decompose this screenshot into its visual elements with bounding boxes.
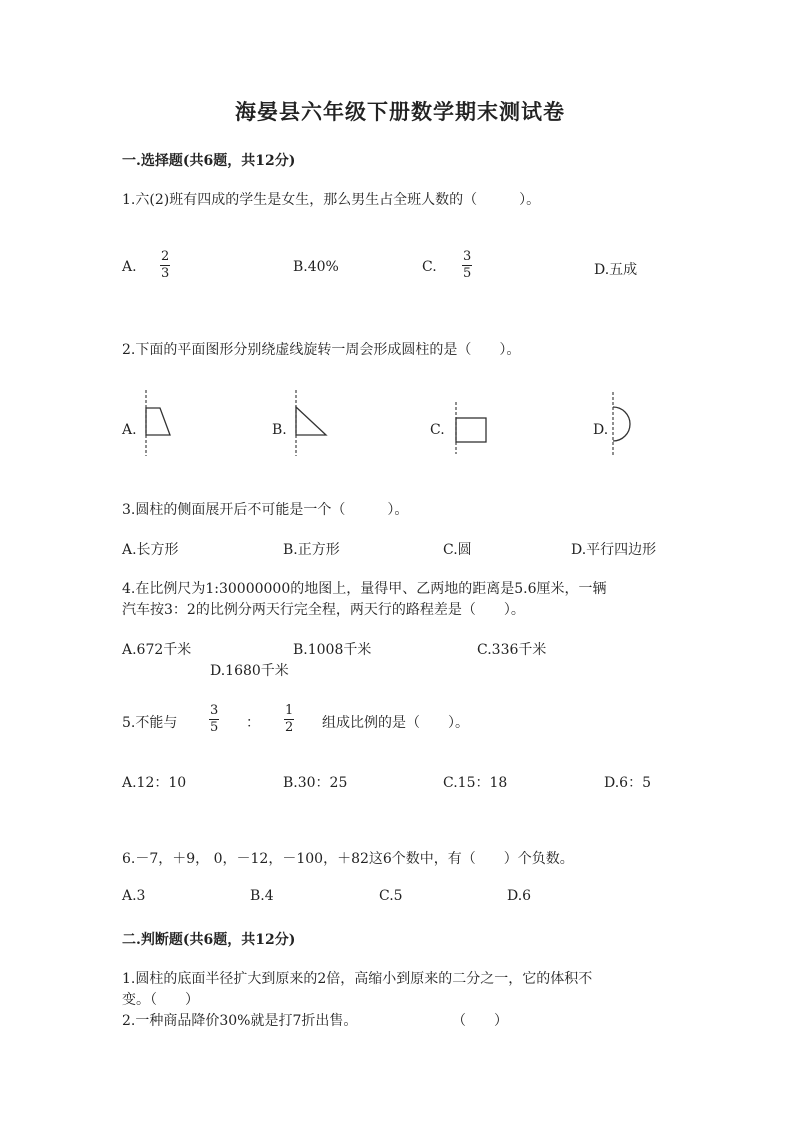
q4-option-d: D.1680千米	[210, 663, 289, 679]
q1-option-b: B.40%	[293, 259, 339, 275]
q1-option-d: D.五成	[594, 262, 638, 278]
q4-option-b: B.1008千米	[293, 642, 372, 658]
q6-option-d: D.6	[507, 888, 532, 904]
judgement-1-line-2: 变。（ ）	[122, 992, 199, 1008]
q3-option-b: B.正方形	[283, 542, 340, 558]
q2-rectangle-figure	[450, 402, 492, 454]
q5-option-d: D.6：5	[604, 775, 651, 791]
q4-option-a: A.672千米	[122, 642, 192, 658]
q5-option-c: C.15：18	[443, 775, 508, 791]
question-4-line-2: 汽车按3：2的比例分两天行完全程，两天行的路程差是（ ）。	[122, 602, 525, 618]
q5-option-b: B.30：25	[283, 775, 348, 791]
q3-option-c: C.圆	[443, 542, 472, 558]
fraction-numerator: 2	[161, 249, 170, 264]
q6-option-c: C.5	[379, 888, 403, 904]
q2-triangle-figure	[288, 390, 332, 456]
q1-option-c-label: C.	[422, 259, 437, 275]
q2-option-a: A.	[122, 422, 137, 438]
page-title: 海晏县六年级下册数学期末测试卷	[235, 99, 565, 124]
question-1-text: 1.六(2)班有四成的学生是女生，那么男生占全班人数的（ ）。	[122, 192, 541, 208]
fraction-numerator: 3	[210, 703, 219, 718]
q5-option-a: A.12：10	[122, 775, 187, 791]
fraction-denominator: 2	[285, 719, 294, 735]
q2-semicircle-figure	[607, 392, 637, 456]
question-5-suffix: 组成比例的是（ ）。	[322, 715, 469, 731]
question-5-prefix: 5.不能与	[122, 715, 178, 731]
q5-colon: ：	[246, 715, 260, 731]
q5-fraction-1	[209, 704, 219, 734]
judgement-2-answer-paren: （ ）	[452, 1013, 508, 1029]
question-3-text: 3.圆柱的侧面展开后不可能是一个（ ）。	[122, 502, 409, 518]
question-2-text: 2.下面的平面图形分别绕虚线旋转一周会形成圆柱的是（ ）。	[122, 342, 521, 358]
fraction-numerator: 1	[285, 703, 294, 718]
q6-option-a: A.3	[122, 888, 146, 904]
q3-option-a: A.长方形	[122, 542, 179, 558]
judgement-1-line-1: 1.圆柱的底面半径扩大到原来的2倍，高缩小到原来的二分之一，它的体积不	[122, 971, 593, 987]
fraction-denominator: 3	[161, 265, 170, 281]
section-heading-judgement: 二.判断题(共6题，共12分)	[122, 932, 296, 948]
q1-option-a-label: A.	[122, 259, 137, 275]
section-heading-choice: 一.选择题(共6题，共12分)	[122, 153, 296, 169]
q2-option-d: D.	[593, 422, 609, 438]
q2-option-b: B.	[272, 422, 287, 438]
q2-trapezoid-figure	[138, 390, 178, 456]
fraction-denominator: 5	[210, 719, 219, 735]
question-6-text: 6.－7，＋9， 0，－12，－100，＋82这6个数中，有（ ）个负数。	[122, 851, 574, 867]
q1-option-a-fraction	[160, 250, 170, 280]
question-4-line-1: 4.在比例尺为1:30000000的地图上，量得甲、乙两地的距离是5.6厘米，一辆	[122, 581, 607, 597]
q2-option-c: C.	[430, 422, 445, 438]
q1-option-c-fraction	[462, 250, 472, 280]
judgement-2-text: 2.一种商品降价30%就是打7折出售。	[122, 1013, 358, 1029]
fraction-denominator: 5	[463, 265, 472, 281]
fraction-numerator: 3	[463, 249, 472, 264]
q5-fraction-2	[284, 704, 294, 734]
q4-option-c: C.336千米	[477, 642, 547, 658]
q6-option-b: B.4	[250, 888, 274, 904]
q3-option-d: D.平行四边形	[571, 542, 657, 558]
